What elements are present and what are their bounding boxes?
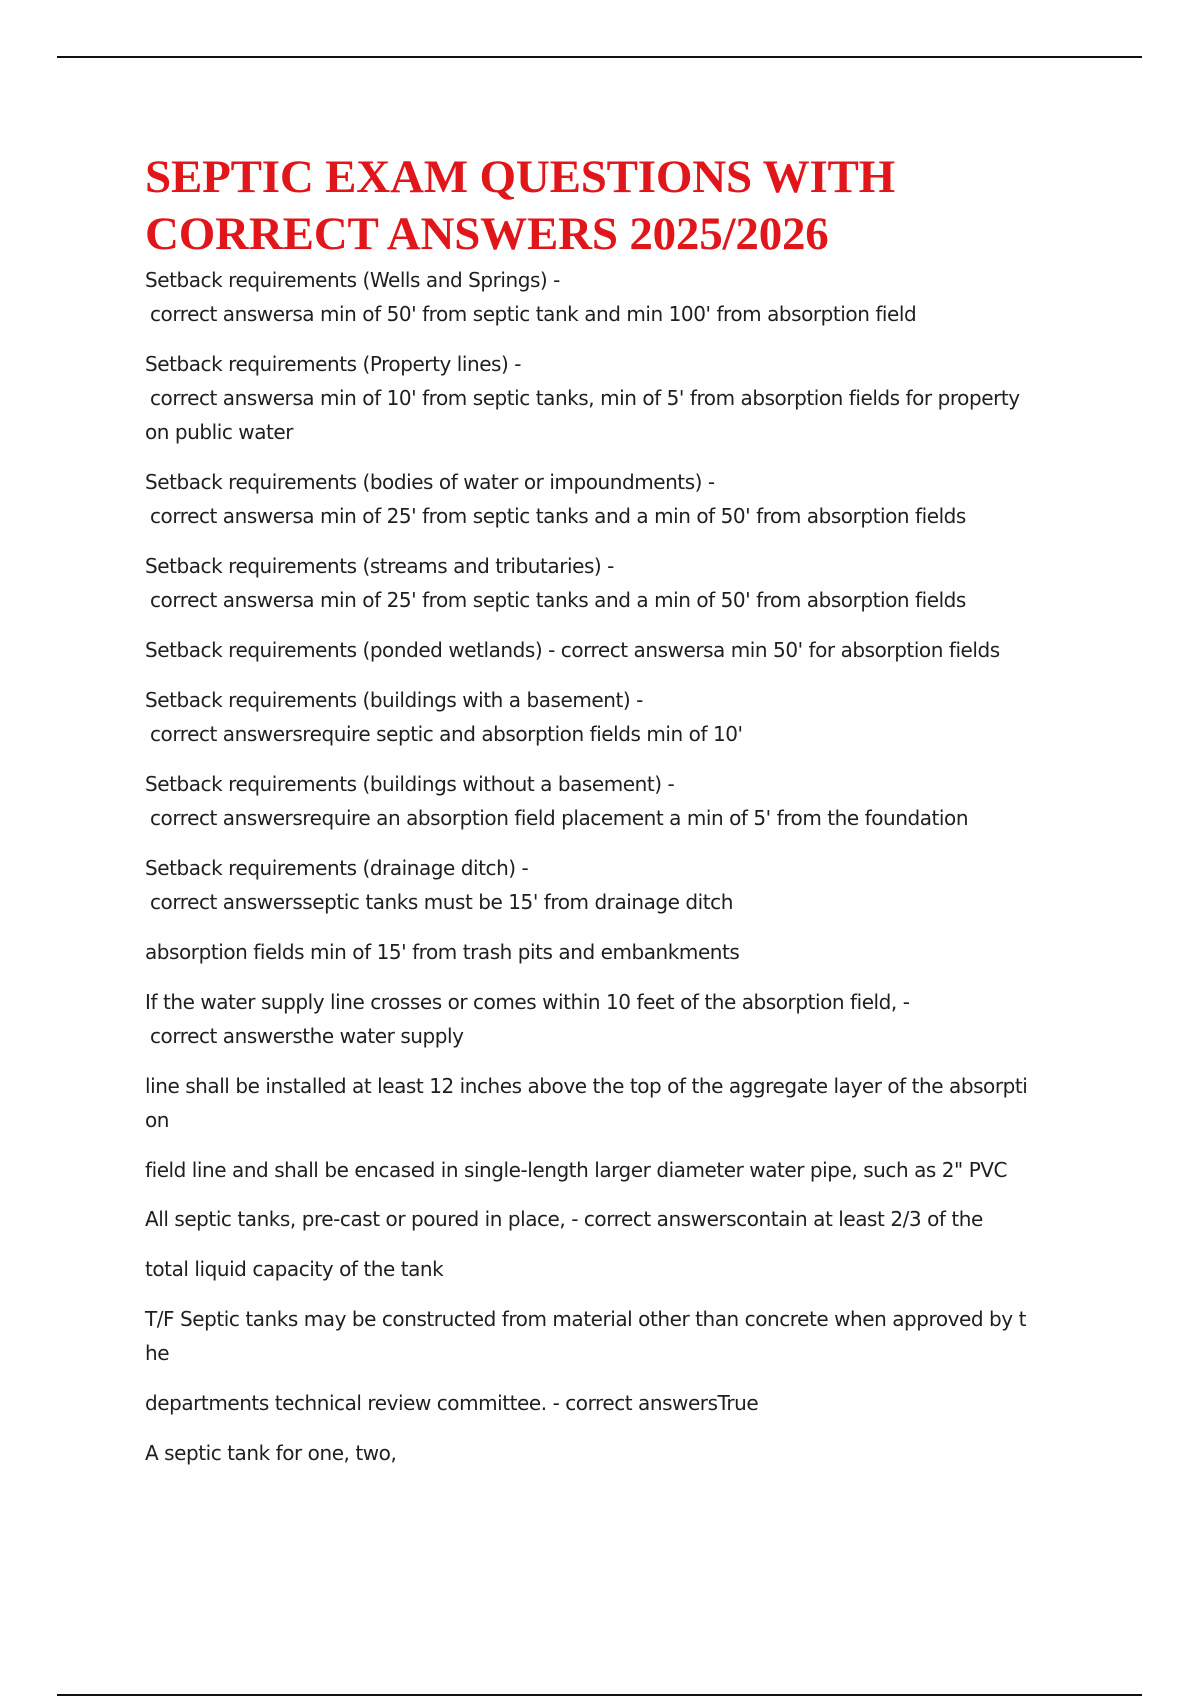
question-text: Setback requirements (buildings with a basement) - xyxy=(145,688,643,712)
paragraph-tf-answer xyxy=(145,1386,1050,1420)
paragraph-text: absorption fields min of 15' from trash pits and embankments xyxy=(145,940,740,964)
paragraph-text: field line and shall be encased in single-length larger diameter water pipe, such as 2" PVC xyxy=(145,1158,1008,1182)
answer-continuation: on public water xyxy=(145,420,294,444)
paragraph-text: total liquid capacity of the tank xyxy=(145,1257,444,1281)
qa-item-true-false xyxy=(145,1302,1050,1370)
answer-text: correct answersrequire an absorption field placement a min of 5' from the foundation xyxy=(150,806,969,830)
question-text: Setback requirements (bodies of water or impoundments) - xyxy=(145,470,715,494)
qa-item-buildings-basement xyxy=(145,683,1050,751)
answer-text: correct answersa min of 25' from septic tanks and a min of 50' from absorption fields xyxy=(150,504,966,528)
question-text: Setback requirements (Property lines) - xyxy=(145,352,522,376)
document-body xyxy=(145,128,1050,1486)
paragraph-text-wrap: on xyxy=(145,1108,170,1132)
qa-item-buildings-no-basement xyxy=(145,767,1050,835)
qa-item-drainage-ditch xyxy=(145,851,1050,919)
question-text: If the water supply line crosses or comes within 10 feet of the absorption field, - xyxy=(145,990,910,1014)
qa-item-ponded-wetlands xyxy=(145,633,1050,667)
question-answer-text: Setback requirements (ponded wetlands) - correct answersa min 50' for absorption fields xyxy=(145,638,1000,662)
question-text: Setback requirements (Wells and Springs) - xyxy=(145,268,560,292)
footer-rule xyxy=(57,1694,1142,1696)
question-text: Setback requirements (streams and tributaries) - xyxy=(145,554,614,578)
paragraph-trash-pits xyxy=(145,935,1050,969)
answer-text: correct answersrequire septic and absorption fields min of 10' xyxy=(150,722,743,746)
qa-item-septic-tanks xyxy=(145,1202,1050,1236)
qa-item-water-supply xyxy=(145,985,1050,1053)
qa-item-bodies-of-water xyxy=(145,465,1050,533)
paragraph-tanks-cont xyxy=(145,1252,1050,1286)
header-rule xyxy=(57,56,1142,58)
question-text-wrap: he xyxy=(145,1341,170,1365)
paragraph-text: A septic tank for one, two, xyxy=(145,1441,397,1465)
qa-item-streams xyxy=(145,549,1050,617)
answer-text: correct answersthe water supply xyxy=(150,1024,464,1048)
title-line-2: CORRECT ANSWERS 2025/2026 xyxy=(145,208,829,260)
question-answer-text: All septic tanks, pre-cast or poured in place, - correct answerscontain at least 2/3 of the xyxy=(145,1207,983,1231)
paragraph-water-supply-cont-2 xyxy=(145,1153,1050,1187)
answer-text: correct answersa min of 10' from septic tanks, min of 5' from absorption fields for property xyxy=(150,386,1020,410)
qa-item-wells-springs xyxy=(145,263,1050,331)
question-text: Setback requirements (buildings without a basement) - xyxy=(145,772,675,796)
paragraph-last xyxy=(145,1436,1050,1470)
question-text: Setback requirements (drainage ditch) - xyxy=(145,856,529,880)
paragraph-water-supply-cont-1 xyxy=(145,1069,1050,1137)
question-text: T/F Septic tanks may be constructed from material other than concrete when approved by t xyxy=(145,1307,1026,1331)
answer-text: departments technical review committee. - correct answersTrue xyxy=(145,1391,759,1415)
answer-text: correct answersa min of 25' from septic tanks and a min of 50' from absorption fields xyxy=(150,588,966,612)
answer-text: correct answersa min of 50' from septic tank and min 100' from absorption field xyxy=(150,302,917,326)
paragraph-text: line shall be installed at least 12 inches above the top of the aggregate layer of the absorpti xyxy=(145,1074,1028,1098)
title-line-1: SEPTIC EXAM QUESTIONS WITH xyxy=(145,151,896,203)
qa-item-property-lines xyxy=(145,347,1050,449)
answer-text: correct answersseptic tanks must be 15' from drainage ditch xyxy=(150,890,733,914)
document-title xyxy=(145,149,1050,263)
